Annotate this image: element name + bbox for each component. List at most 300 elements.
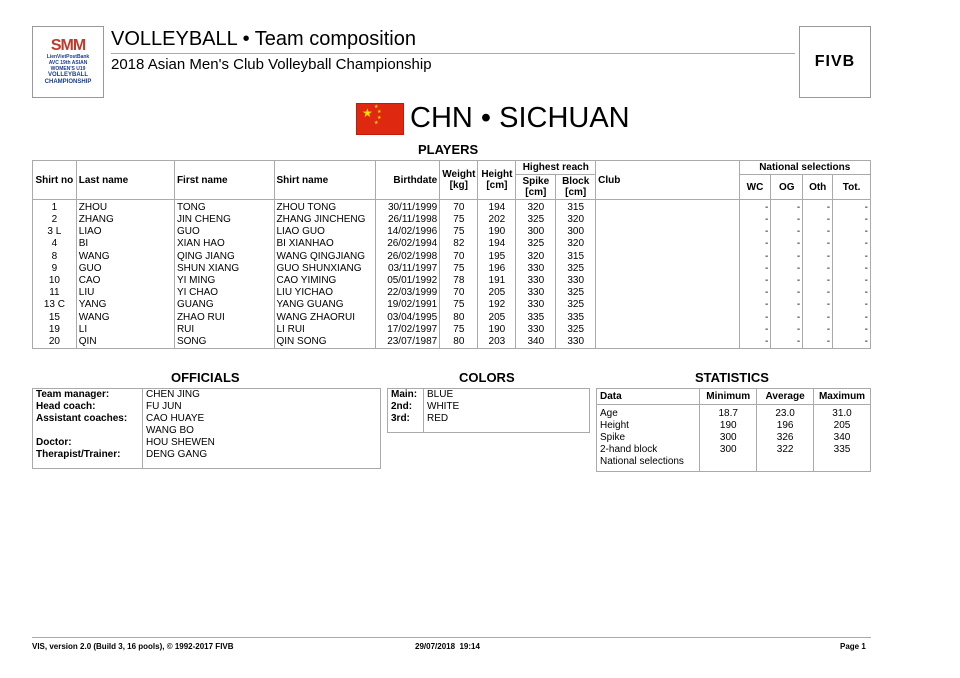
player-birthdate: 26/02/1998: [376, 251, 440, 263]
player-oth: -: [803, 287, 833, 299]
color-value: BLUE: [427, 389, 454, 400]
shirt-number: 15: [48, 311, 60, 323]
player-height: 194: [478, 200, 516, 215]
player-height: 195: [478, 251, 516, 263]
header-block: Block [cm]: [556, 175, 596, 200]
stats-header-data: Data: [597, 389, 700, 405]
stats-label: Height: [597, 420, 700, 432]
player-block: 320: [556, 214, 596, 226]
official-role-spacer: [33, 461, 143, 468]
shirt-number: 11: [49, 287, 60, 299]
player-weight: 80: [440, 336, 478, 349]
player-weight: 78: [440, 275, 478, 287]
player-weight: 80: [440, 312, 478, 324]
player-wc: -: [739, 200, 771, 215]
player-shirt-no: [33, 238, 77, 250]
player-club: [596, 336, 739, 349]
player-last-name: QIN: [76, 336, 174, 349]
player-tot: -: [833, 324, 871, 336]
player-shirt-name: LIU YICHAO: [274, 287, 376, 299]
player-spike: 300: [516, 226, 556, 238]
stats-avg: 326: [757, 432, 814, 444]
official-row: [33, 425, 381, 437]
official-name-spacer: [143, 461, 381, 468]
player-wc: -: [739, 324, 771, 336]
player-weight: 75: [440, 226, 478, 238]
player-last-name: LIU: [76, 287, 174, 299]
flag-big-star: ★: [362, 106, 373, 120]
player-block: 315: [556, 200, 596, 215]
player-wc: -: [739, 299, 771, 311]
flag-small-star: ★: [374, 104, 379, 110]
player-birthdate: 26/11/1998: [376, 214, 440, 226]
player-shirt-name: BI XIANHAO: [274, 238, 376, 250]
stats-avg: [757, 456, 814, 472]
stats-header-min: Minimum: [700, 389, 757, 405]
player-og: -: [771, 312, 803, 324]
player-spike: 335: [516, 312, 556, 324]
header-shirt-no: Shirt no: [33, 161, 77, 200]
player-height: 202: [478, 214, 516, 226]
player-wc: -: [739, 287, 771, 299]
player-og: -: [771, 324, 803, 336]
fivb-logo-text: FIVB: [814, 53, 856, 70]
stats-row: [597, 432, 871, 444]
player-shirt-no: [33, 251, 77, 263]
stats-row: [597, 405, 871, 421]
stats-min: [700, 456, 757, 472]
player-wc: -: [739, 312, 771, 324]
footer-datetime: 29/07/2018 19:14: [415, 642, 480, 651]
player-shirt-name: ZHOU TONG: [274, 200, 376, 215]
official-name: CAO HUAYE: [146, 413, 205, 424]
player-weight: 75: [440, 324, 478, 336]
official-row: [33, 449, 381, 461]
player-spike: 320: [516, 200, 556, 215]
player-row: [33, 299, 871, 311]
player-row: [33, 226, 871, 238]
player-birthdate: 14/02/1996: [376, 226, 440, 238]
official-row: [33, 401, 381, 413]
color-value: WHITE: [427, 401, 460, 412]
player-shirt-name: WANG ZHAORUI: [274, 312, 376, 324]
player-oth: -: [803, 299, 833, 311]
player-first-name: RUI: [174, 324, 274, 336]
player-oth: -: [803, 226, 833, 238]
player-height: 196: [478, 263, 516, 275]
player-og: -: [771, 226, 803, 238]
player-shirt-name: LI RUI: [274, 324, 376, 336]
official-row: [33, 413, 381, 425]
header-club: Club: [596, 161, 739, 200]
header-national-selections: National selections: [739, 161, 870, 175]
player-height: 190: [478, 226, 516, 238]
official-name: HOU SHEWEN: [146, 437, 215, 448]
player-last-name: WANG: [76, 312, 174, 324]
player-first-name: XIAN HAO: [174, 238, 274, 250]
shirt-number: 10: [48, 275, 60, 287]
player-og: -: [771, 238, 803, 250]
player-last-name: BI: [76, 238, 174, 250]
player-row: [33, 287, 871, 299]
player-shirt-no: [33, 312, 77, 324]
player-weight: 70: [440, 251, 478, 263]
shirt-number: 20: [48, 335, 60, 347]
player-spike: 325: [516, 214, 556, 226]
player-height: 205: [478, 287, 516, 299]
stats-label: 2-hand block: [597, 444, 700, 456]
player-block: 325: [556, 324, 596, 336]
player-height: 190: [478, 324, 516, 336]
header-tot: Tot.: [833, 175, 871, 200]
colors-section-title: COLORS: [459, 370, 515, 385]
player-last-name: LI: [76, 324, 174, 336]
player-last-name: CAO: [76, 275, 174, 287]
header-last-name: Last name: [76, 161, 174, 200]
player-club: [596, 299, 739, 311]
player-row: [33, 263, 871, 275]
player-first-name: JIN CHENG: [174, 214, 274, 226]
player-weight: 82: [440, 238, 478, 250]
official-role: Therapist/Trainer:: [33, 449, 143, 461]
player-role: L: [55, 226, 62, 238]
player-wc: -: [739, 238, 771, 250]
flag-small-star: ★: [377, 115, 382, 121]
player-block: 330: [556, 275, 596, 287]
official-role: Assistant coaches:: [33, 413, 143, 425]
player-wc: -: [739, 336, 771, 349]
player-og: -: [771, 263, 803, 275]
player-shirt-name: WANG QINGJIANG: [274, 251, 376, 263]
official-row-spacer: [33, 461, 381, 468]
official-name: FU JUN: [146, 401, 182, 412]
header-shirt-name: Shirt name: [274, 161, 376, 200]
header-wc: WC: [739, 175, 771, 200]
player-first-name: GUANG: [174, 299, 274, 311]
official-name: DENG GANG: [146, 449, 208, 460]
player-last-name: YANG: [76, 299, 174, 311]
color-row: [388, 389, 590, 402]
player-oth: -: [803, 324, 833, 336]
stats-label: Age: [597, 405, 700, 421]
stats-min: 300: [700, 432, 757, 444]
player-block: 325: [556, 287, 596, 299]
player-oth: -: [803, 238, 833, 250]
title-divider: [111, 53, 795, 54]
player-birthdate: 26/02/1994: [376, 238, 440, 250]
player-shirt-name: QIN SONG: [274, 336, 376, 349]
player-last-name: WANG: [76, 251, 174, 263]
stats-row: [597, 444, 871, 456]
player-og: -: [771, 251, 803, 263]
fivb-logo: [799, 26, 871, 98]
player-shirt-no: [33, 299, 77, 311]
player-last-name: ZHANG: [76, 214, 174, 226]
player-spike: 340: [516, 336, 556, 349]
player-row: [33, 238, 871, 250]
player-club: [596, 200, 739, 215]
shirt-number: 3: [47, 226, 53, 238]
player-row: [33, 275, 871, 287]
color-row: [388, 401, 590, 413]
flag-small-star: ★: [377, 109, 382, 115]
player-shirt-name: GUO SHUNXIANG: [274, 263, 376, 275]
shirt-number: 2: [51, 214, 58, 226]
header-birthdate: Birthdate: [376, 161, 440, 200]
player-first-name: SHUN XIANG: [174, 263, 274, 275]
player-block: 335: [556, 312, 596, 324]
shirt-number: 1: [51, 202, 58, 213]
player-weight: 75: [440, 263, 478, 275]
players-table: [32, 160, 871, 349]
header-weight: Weight [kg]: [440, 161, 478, 200]
statistics-section-title: STATISTICS: [695, 370, 769, 385]
color-label: 2nd:: [388, 401, 424, 413]
stats-max: 340: [814, 432, 871, 444]
color-value-spacer: [424, 425, 590, 432]
header-spike: Spike [cm]: [516, 175, 556, 200]
player-height: 192: [478, 299, 516, 311]
event-logo: [32, 26, 104, 98]
china-flag-icon: [356, 103, 404, 135]
official-name: WANG BO: [146, 425, 194, 436]
player-birthdate: 19/02/1991: [376, 299, 440, 311]
stats-label: Spike: [597, 432, 700, 444]
player-spike: 320: [516, 251, 556, 263]
player-og: -: [771, 336, 803, 349]
player-birthdate: 30/11/1999: [376, 200, 440, 215]
player-og: -: [771, 287, 803, 299]
player-tot: -: [833, 287, 871, 299]
player-shirt-no: [33, 336, 77, 349]
officials-section-title: OFFICIALS: [171, 370, 240, 385]
player-spike: 330: [516, 324, 556, 336]
player-height: 205: [478, 312, 516, 324]
stats-max: 335: [814, 444, 871, 456]
player-tot: -: [833, 336, 871, 349]
player-club: [596, 275, 739, 287]
player-block: 325: [556, 263, 596, 275]
shirt-number: 13: [43, 299, 55, 311]
color-label-spacer: [388, 425, 424, 432]
stats-avg: 196: [757, 420, 814, 432]
logo-champ-line: VOLLEYBALL CHAMPIONSHIP: [44, 72, 92, 85]
player-wc: -: [739, 226, 771, 238]
player-og: -: [771, 299, 803, 311]
player-height: 194: [478, 238, 516, 250]
stats-avg: 23.0: [757, 405, 814, 421]
logo-sponsor-text: LienVietPostBank: [46, 54, 90, 60]
official-row: [33, 437, 381, 449]
team-name: CHN • SICHUAN: [410, 102, 630, 134]
player-first-name: GUO: [174, 226, 274, 238]
player-block: 325: [556, 299, 596, 311]
color-row-spacer: [388, 425, 590, 432]
stats-max: 205: [814, 420, 871, 432]
player-oth: -: [803, 263, 833, 275]
player-oth: -: [803, 251, 833, 263]
player-weight: 70: [440, 200, 478, 215]
player-tot: -: [833, 200, 871, 215]
officials-table: [32, 388, 381, 469]
player-club: [596, 287, 739, 299]
header-height: Height [cm]: [478, 161, 516, 200]
player-first-name: YI MING: [174, 275, 274, 287]
player-tot: -: [833, 275, 871, 287]
stats-label: National selections: [597, 456, 700, 472]
player-weight: 75: [440, 299, 478, 311]
player-birthdate: 03/04/1995: [376, 312, 440, 324]
player-shirt-no: [33, 287, 77, 299]
player-oth: -: [803, 214, 833, 226]
player-birthdate: 17/02/1997: [376, 324, 440, 336]
player-club: [596, 263, 739, 275]
official-role: Head coach:: [33, 401, 143, 413]
player-first-name: ZHAO RUI: [174, 312, 274, 324]
player-tot: -: [833, 214, 871, 226]
players-section-title: PLAYERS: [418, 142, 479, 157]
player-shirt-no: [33, 275, 77, 287]
player-spike: 330: [516, 287, 556, 299]
player-last-name: GUO: [76, 263, 174, 275]
header-highest-reach: Highest reach: [516, 161, 596, 175]
player-shirt-name: LIAO GUO: [274, 226, 376, 238]
official-role: Team manager:: [33, 389, 143, 402]
shirt-number: 19: [48, 323, 60, 335]
player-club: [596, 324, 739, 336]
colors-table: [387, 388, 590, 433]
stats-min: 300: [700, 444, 757, 456]
page-subtitle: 2018 Asian Men's Club Volleyball Championship: [111, 56, 432, 73]
player-wc: -: [739, 275, 771, 287]
player-wc: -: [739, 251, 771, 263]
official-row: [33, 389, 381, 402]
player-club: [596, 226, 739, 238]
player-og: -: [771, 275, 803, 287]
player-shirt-no: [33, 200, 77, 215]
official-role: Doctor:: [33, 437, 143, 449]
player-row: [33, 200, 871, 215]
stats-max: 31.0: [814, 405, 871, 421]
stats-header-max: Maximum: [814, 389, 871, 405]
stats-min: 18.7: [700, 405, 757, 421]
logo-event-line: AVC 19th ASIAN WOMEN'S U19: [48, 60, 88, 72]
shirt-number: 8: [51, 250, 58, 262]
color-label: 3rd:: [388, 413, 424, 425]
shirt-number: 9: [51, 262, 58, 274]
player-og: -: [771, 214, 803, 226]
page-title: VOLLEYBALL • Team composition: [111, 28, 416, 50]
player-last-name: ZHOU: [76, 200, 174, 215]
player-spike: 330: [516, 263, 556, 275]
player-wc: -: [739, 214, 771, 226]
statistics-table: [596, 388, 871, 472]
player-tot: -: [833, 226, 871, 238]
player-og: -: [771, 200, 803, 215]
player-oth: -: [803, 275, 833, 287]
footer-version: VIS, version 2.0 (Build 3, 16 pools), © 1992-2017 FIVB: [32, 642, 234, 651]
player-tot: -: [833, 263, 871, 275]
player-row: [33, 336, 871, 349]
player-first-name: SONG: [174, 336, 274, 349]
player-first-name: QING JIANG: [174, 251, 274, 263]
header-first-name: First name: [174, 161, 274, 200]
player-shirt-name: CAO YIMING: [274, 275, 376, 287]
player-height: 191: [478, 275, 516, 287]
player-shirt-no: [33, 263, 77, 275]
stats-avg: 322: [757, 444, 814, 456]
player-tot: -: [833, 238, 871, 250]
player-shirt-no: [33, 324, 77, 336]
player-club: [596, 214, 739, 226]
player-role: C: [57, 299, 65, 311]
player-block: 315: [556, 251, 596, 263]
player-first-name: YI CHAO: [174, 287, 274, 299]
player-block: 330: [556, 336, 596, 349]
player-shirt-name: YANG GUANG: [274, 299, 376, 311]
player-birthdate: 05/01/1992: [376, 275, 440, 287]
header-og: OG: [771, 175, 803, 200]
player-block: 300: [556, 226, 596, 238]
player-block: 320: [556, 238, 596, 250]
player-shirt-name: ZHANG JINCHENG: [274, 214, 376, 226]
player-oth: -: [803, 336, 833, 349]
player-row: [33, 214, 871, 226]
player-shirt-no: [33, 226, 77, 238]
player-tot: -: [833, 299, 871, 311]
player-club: [596, 251, 739, 263]
player-shirt-no: [33, 214, 77, 226]
player-birthdate: 03/11/1997: [376, 263, 440, 275]
player-oth: -: [803, 200, 833, 215]
stats-row: [597, 456, 871, 472]
color-value: RED: [427, 413, 449, 424]
player-club: [596, 238, 739, 250]
player-oth: -: [803, 312, 833, 324]
color-label: Main:: [388, 389, 424, 402]
player-spike: 330: [516, 275, 556, 287]
stats-min: 190: [700, 420, 757, 432]
official-role: [33, 425, 143, 437]
player-tot: -: [833, 251, 871, 263]
player-tot: -: [833, 312, 871, 324]
player-wc: -: [739, 263, 771, 275]
player-row: [33, 324, 871, 336]
color-row: [388, 413, 590, 425]
player-club: [596, 312, 739, 324]
player-first-name: TONG: [174, 200, 274, 215]
footer-divider: [32, 637, 871, 638]
stats-row: [597, 420, 871, 432]
player-birthdate: 23/07/1987: [376, 336, 440, 349]
stats-max: [814, 456, 871, 472]
player-spike: 325: [516, 238, 556, 250]
player-spike: 330: [516, 299, 556, 311]
player-weight: 75: [440, 214, 478, 226]
shirt-number: 4: [51, 238, 58, 250]
player-row: [33, 312, 871, 324]
logo-smm-text: SMM: [50, 37, 86, 54]
official-name: CHEN JING: [146, 389, 200, 400]
player-row: [33, 251, 871, 263]
footer-page-number: Page 1: [840, 642, 866, 651]
flag-small-star: ★: [374, 120, 379, 126]
player-height: 203: [478, 336, 516, 349]
player-birthdate: 22/03/1999: [376, 287, 440, 299]
player-last-name: LIAO: [76, 226, 174, 238]
header-oth: Oth: [803, 175, 833, 200]
stats-header-avg: Average: [757, 389, 814, 405]
